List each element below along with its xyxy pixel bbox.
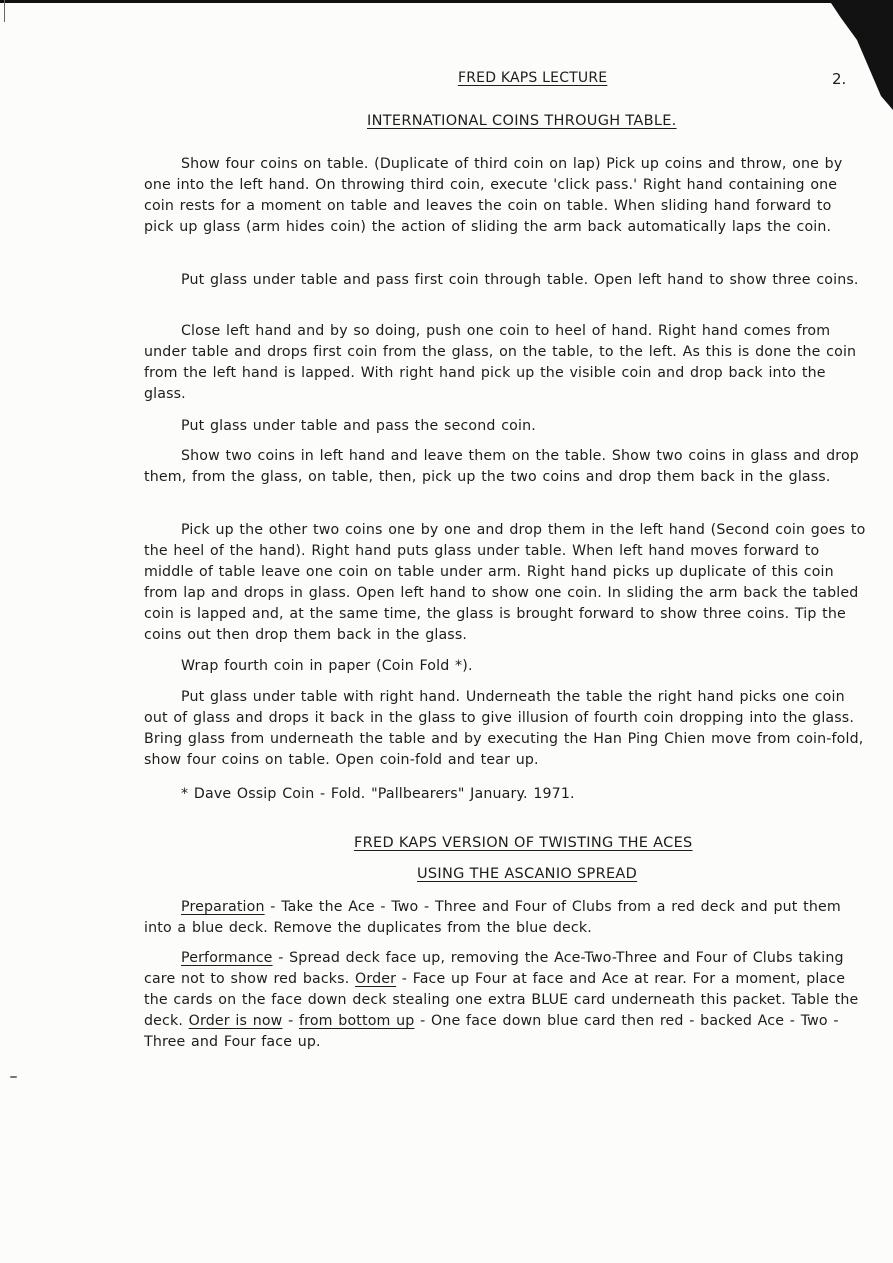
from-bottom-label: from bottom up <box>299 1013 415 1029</box>
section-subtitle-ascanio: USING THE ASCANIO SPREAD <box>417 866 638 882</box>
section-title-aces: FRED KAPS VERSION OF TWISTING THE ACES <box>354 835 693 851</box>
paragraph-8: Put glass under table with right hand. Underneath the table the right hand picks one coin out of glass and drops it back in the glass to give illusion of fourth coin dropping into the glass. Bring glass from underneath the table and by executing the Han Ping Chien move from coin-fold, show four coins on table. Open coin-fold and tear up. <box>144 689 864 768</box>
preparation-paragraph <box>144 897 866 939</box>
performance-label: Performance <box>181 950 273 966</box>
order-now-label: Order is now <box>188 1013 283 1029</box>
scan-speck <box>10 1076 17 1078</box>
paragraph-7: Wrap fourth coin in paper (Coin Fold *). <box>181 658 473 674</box>
section-title-coins: INTERNATIONAL COINS THROUGH TABLE. <box>367 113 677 129</box>
preparation-label: Preparation <box>181 899 265 915</box>
lecture-title: FRED KAPS LECTURE <box>458 70 608 86</box>
preparation-text: - Take the Ace - Two - Three and Four of Clubs from a red deck and put them into a blue deck. Remove the duplicates from the blue deck. <box>144 899 841 936</box>
scan-corner-shadow <box>821 0 893 110</box>
paragraph-3: Close left hand and by so doing, push one coin to heel of hand. Right hand comes from under table and drops first coin from the glass, on the table, to the left. As this is done the coin from the left hand is lapped. With right hand pick up the visible coin and drop back into the glass. <box>144 323 857 402</box>
page-number: 2. <box>832 70 847 88</box>
paragraph-2: Put glass under table and pass first coin through table. Open left hand to show three coins. <box>181 272 859 288</box>
page-top-edge <box>0 0 893 3</box>
paragraph-6: Pick up the other two coins one by one and drop them in the left hand (Second coin goes to the heel of the hand). Right hand puts glass under table. When left hand moves forward to middle of table leave one coin on table under arm. Right hand picks up duplicate of this coin from lap and drops in glass. Open left hand to show one coin. In sliding the arm back the tabled coin is lapped and, at the same time, the glass is brought forward to show three coins. Tip the coins out then drop them back in the glass. <box>144 522 866 643</box>
order-dash: - <box>282 1013 300 1029</box>
performance-paragraph <box>144 948 866 1053</box>
paragraph-4: Put glass under table and pass the second coin. <box>181 418 536 434</box>
paragraph-5: Show two coins in left hand and leave them on the table. Show two coins in glass and drop them, from the glass, on table, then, pick up the two coins and drop them back in the glass. <box>144 448 859 485</box>
order-label: Order <box>355 971 397 987</box>
paragraph-1: Show four coins on table. (Duplicate of third coin on lap) Pick up coins and throw, one by one into the left hand. On throwing third coin, execute 'click pass.' Right hand containing one coin rests for a moment on table and leaves the coin on table. When sliding hand forward to pick up glass (arm hides coin) the action of sliding the arm back automatically laps the coin. <box>144 156 843 235</box>
performance-text-c: - One face down blue card then red - backed Ace - Two - Three and Four face up. <box>144 1013 839 1050</box>
performance-text-a: - Spread deck face up, removing the Ace-Two-Three and Four of Clubs taking care not to show red backs. <box>144 950 844 987</box>
performance-text-b: - Face up Four at face and Ace at rear. For a moment, place the cards on the face down deck stealing one extra BLUE card underneath this packet. Table the deck. <box>144 971 859 1029</box>
page-left-edge <box>4 0 5 22</box>
footnote: * Dave Ossip Coin - Fold. "Pallbearers" January. 1971. <box>181 786 575 802</box>
